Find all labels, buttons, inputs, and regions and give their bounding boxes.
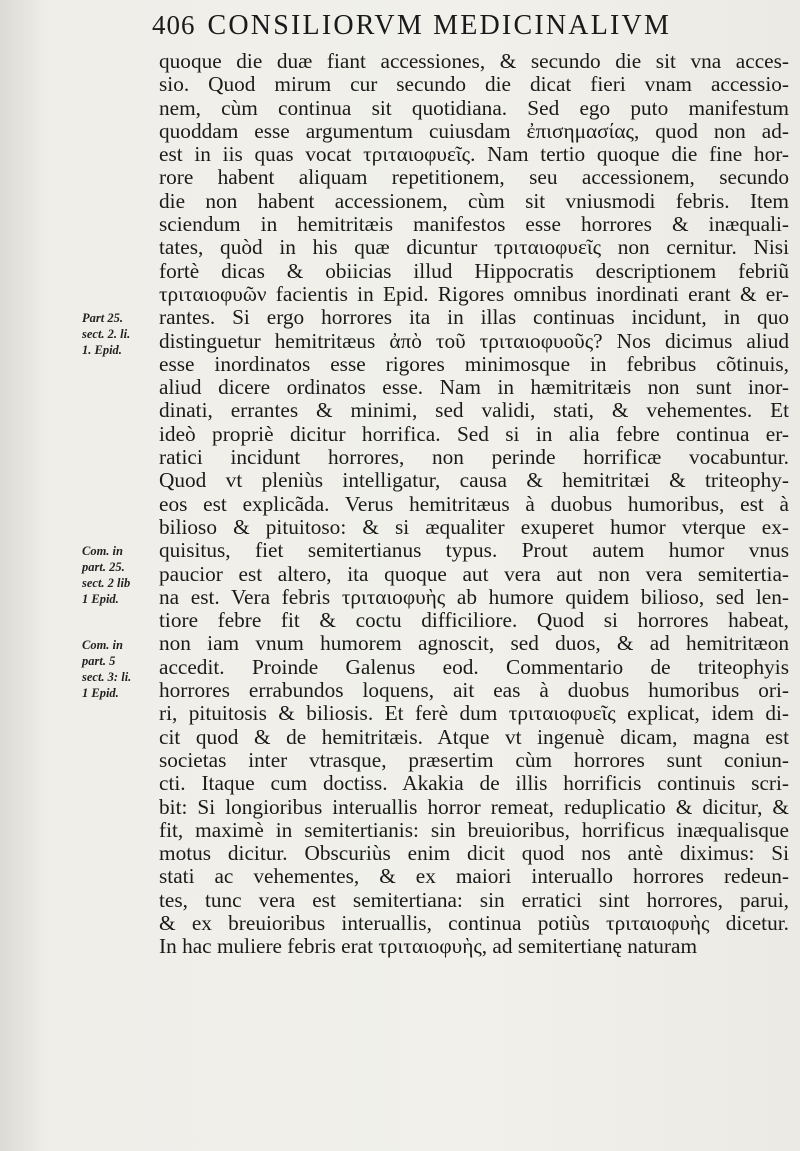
margin-note-line: part. 5 [82,653,116,668]
text-line: tes, tunc vera est semitertiana: sin erratici sint horrores, parui, [159,888,789,912]
text-line: est in iis quas vocat τριταιοφυεῖς. Nam tertio quoque die fine hor- [159,143,789,167]
text-line: aliud dicere ordinatos esse. Nam in hæmitritæis non sunt inor- [159,376,789,400]
text-line: accedit. Proinde Galenus eod. Commentario de triteophyis [159,655,789,679]
text-line: quisitus, fiet semitertianus typus. Prout autem humor vnus [159,539,789,563]
text-line: ratici incidunt horrores, non perinde horrificæ vocabuntur. [159,446,789,470]
text-line: motus dicitur. Obscuriùs enim dicit quod nos antè diximus: Si [159,842,789,866]
text-line: dinati, errantes & minimi, sed validi, stati, & vehementes. Et [159,399,789,423]
text-line: cti. Itaque cum doctiss. Akakia de illis horrificis continuis scri- [159,772,789,796]
text-line: tates, quòd in his quæ dicuntur τριταιοφυεῖς non cernitur. Nisi [159,236,789,260]
margin-note-line: part. 25. [82,560,125,575]
margin-note-line: Com. in [82,544,123,559]
text-line: horrores errabundos loquens, ait eas à duobus humoribus ori- [159,679,789,703]
text-line: quoque die duæ fiant accessiones, & secundo die sit vna acces- [159,50,789,73]
text-line: ri, pituitosis & biliosis. Et ferè dum τριταιοφυεῖς explicat, idem di- [159,702,789,726]
text-line: rantes. Si ergo horrores ita in illas continuas incidunt, in quo [159,306,789,330]
text-line: sciendum in hemitritæis manifestos esse horrores & inæquali- [159,213,789,237]
text-line: ideò propriè dicitur horrifica. Sed si in alia febre continua er- [159,422,789,446]
text-line: non iam vnum humorem agnoscit, sed duos, & ad hemitritæon [159,632,789,656]
text-line: distinguetur hemitritæus ἀπὸ τοῦ τριταιοφυοῦς? Nos dicimus aliud [159,329,789,353]
margin-note-line: 1 Epid. [82,592,119,607]
page-number: 406 [152,10,196,40]
text-line: fortè dicas & obiicias illud Hippocratis descriptionem febriũ [159,259,789,283]
text-line: τριταιοφυῶν facientis in Epid. Rigores omnibus inordinati erant & er- [159,282,789,306]
text-line: bilioso & pituitoso: & si æqualiter exuperet humor vterque ex- [159,515,789,539]
text-line: Quod vt pleniùs intelligatur, causa & hemitritæi & triteophy- [159,469,789,493]
text-line: paucior est altero, ita quoque aut vera aut non vera semitertia- [159,562,789,586]
margin-note-line: Part 25. [82,311,123,326]
text-line: quoddam esse argumentum cuiusdam ἐπισημασίας, quod non ad- [159,119,789,143]
text-line: bit: Si longioribus interuallis horror remeat, reduplicatio & dicitur, & [159,795,789,819]
text-line: eos est explicãda. Verus hemitritæus à duobus humoribus, est à [159,492,789,516]
text-line: tiore febre fit & coctu difficiliore. Quod si horrores habeat, [159,609,789,633]
margin-note-line: sect. 3: li. [82,669,132,684]
text-line: na est. Vera febris τριταιοφυὴς ab humore quidem bilioso, sed len- [159,585,789,609]
margin-note-line: 1. Epid. [82,343,122,358]
text-line: & ex breuioribus interuallis, continua potiùs τριταιοφυὴς dicetur. [159,911,789,935]
text-line: fit, maximè in semitertianis: sin breuioribus, horrificus inæqualisque [159,818,789,842]
margin-note-line: 1 Epid. [82,685,119,700]
margin-note [82,637,154,701]
text-line: In hac muliere febris erat τριταιοφυὴς, ad semitertianę naturam [159,935,698,959]
running-head: CONSILIORVM MEDICINALIVM [207,10,672,41]
margin-note [82,543,154,607]
margin-note-line: sect. 2. li. [82,327,131,342]
margin-note [82,310,154,358]
margin-note-line: sect. 2 lib [82,576,131,591]
text-line: die non habent accessionem, cùm sit vniusmodi febris. Item [159,189,789,213]
text-line: rore habent aliquam repetitionem, seu accessionem, secundo [159,166,789,190]
text-line: esse inordinatos esse rigores minimosque in febribus cõtinuis, [159,352,789,376]
body-text [159,50,789,959]
margin-note-line: Com. in [82,637,123,652]
text-line: stati ac vehementes, & ex maiori interuallo horrores redeun- [159,865,789,889]
text-line: nem, cùm continua sit quotidiana. Sed ego puto manifestum [159,96,789,120]
text-line: societas inter vtrasque, præsertim cùm horrores sunt coniun- [159,748,789,772]
page-header [152,10,792,50]
text-line: cit quod & de hemitritæis. Atque vt ingenuè dicam, magna est [159,725,789,749]
text-line: sio. Quod mirum cur secundo die dicat fieri vnam accessio- [159,73,789,97]
